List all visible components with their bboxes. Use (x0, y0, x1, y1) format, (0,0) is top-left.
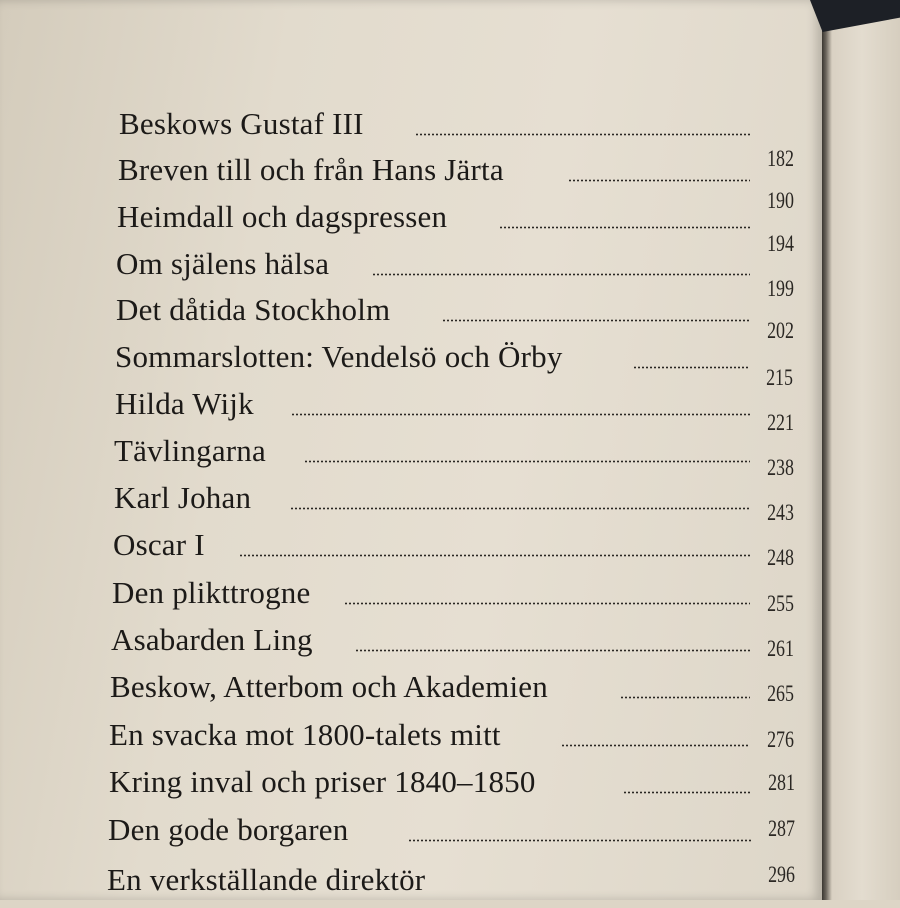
toc-leader (239, 554, 750, 557)
toc-leader (408, 839, 751, 842)
toc-title: Breven till och från Hans Järta (118, 152, 504, 187)
toc-leader (304, 460, 750, 463)
toc-page-number: 265 (767, 681, 794, 706)
toc-title: Oscar I (113, 527, 205, 562)
toc-title: En svacka mot 1800-talets mitt (109, 717, 501, 752)
toc-leader (568, 179, 750, 182)
toc-title: En verkställande direktör (107, 862, 426, 897)
toc-title: Tävlingarna (114, 433, 266, 468)
toc-leader (499, 226, 750, 229)
toc-leader (442, 319, 750, 322)
toc-page-number: 248 (767, 545, 794, 570)
toc-title: Heimdall och dagspressen (117, 199, 448, 234)
toc-page-number: 276 (767, 727, 794, 752)
toc-leader (415, 133, 750, 136)
toc-leader (623, 791, 751, 794)
toc-title: Beskow, Atterbom och Akademien (110, 669, 548, 704)
toc-page-number: 238 (767, 455, 794, 480)
toc-title: Kring inval och priser 1840–1850 (109, 764, 536, 799)
toc-title: Om själens hälsa (116, 246, 330, 281)
toc-page-number: 243 (767, 500, 794, 525)
page-edge (822, 0, 900, 900)
toc-page-number: 199 (767, 276, 794, 301)
toc-title: Den gode borgaren (108, 812, 349, 847)
toc-title: Det dåtida Stockholm (116, 292, 391, 327)
toc-leader (372, 273, 750, 276)
toc-page-number: 221 (767, 410, 794, 435)
toc-page-number: 261 (767, 636, 794, 661)
toc-title: Karl Johan (114, 480, 252, 515)
toc-page-number: 194 (767, 231, 794, 256)
toc-title: Sommarslotten: Vendelsö och Örby (115, 339, 563, 374)
toc-title: Asabarden Ling (111, 622, 313, 657)
toc-leader (620, 696, 750, 699)
toc-page-number: 296 (768, 862, 795, 887)
toc-leader (290, 507, 750, 510)
toc-page-number: 255 (767, 591, 794, 616)
toc-title: Hilda Wijk (115, 386, 254, 421)
toc-page-number: 287 (768, 816, 795, 841)
toc-leader (561, 744, 750, 747)
toc-leader (355, 649, 750, 652)
toc-page-number: 215 (766, 365, 793, 390)
toc-leader (633, 366, 750, 369)
toc-page-number: 182 (767, 146, 794, 171)
toc-page-number: 281 (768, 770, 795, 795)
toc-title: Den plikttrogne (112, 575, 311, 610)
toc-leader (344, 602, 750, 605)
toc-page-number: 190 (767, 188, 794, 213)
toc-title: Beskows Gustaf III (119, 106, 364, 141)
toc-page-number: 202 (767, 318, 794, 343)
toc-leader (291, 413, 750, 416)
